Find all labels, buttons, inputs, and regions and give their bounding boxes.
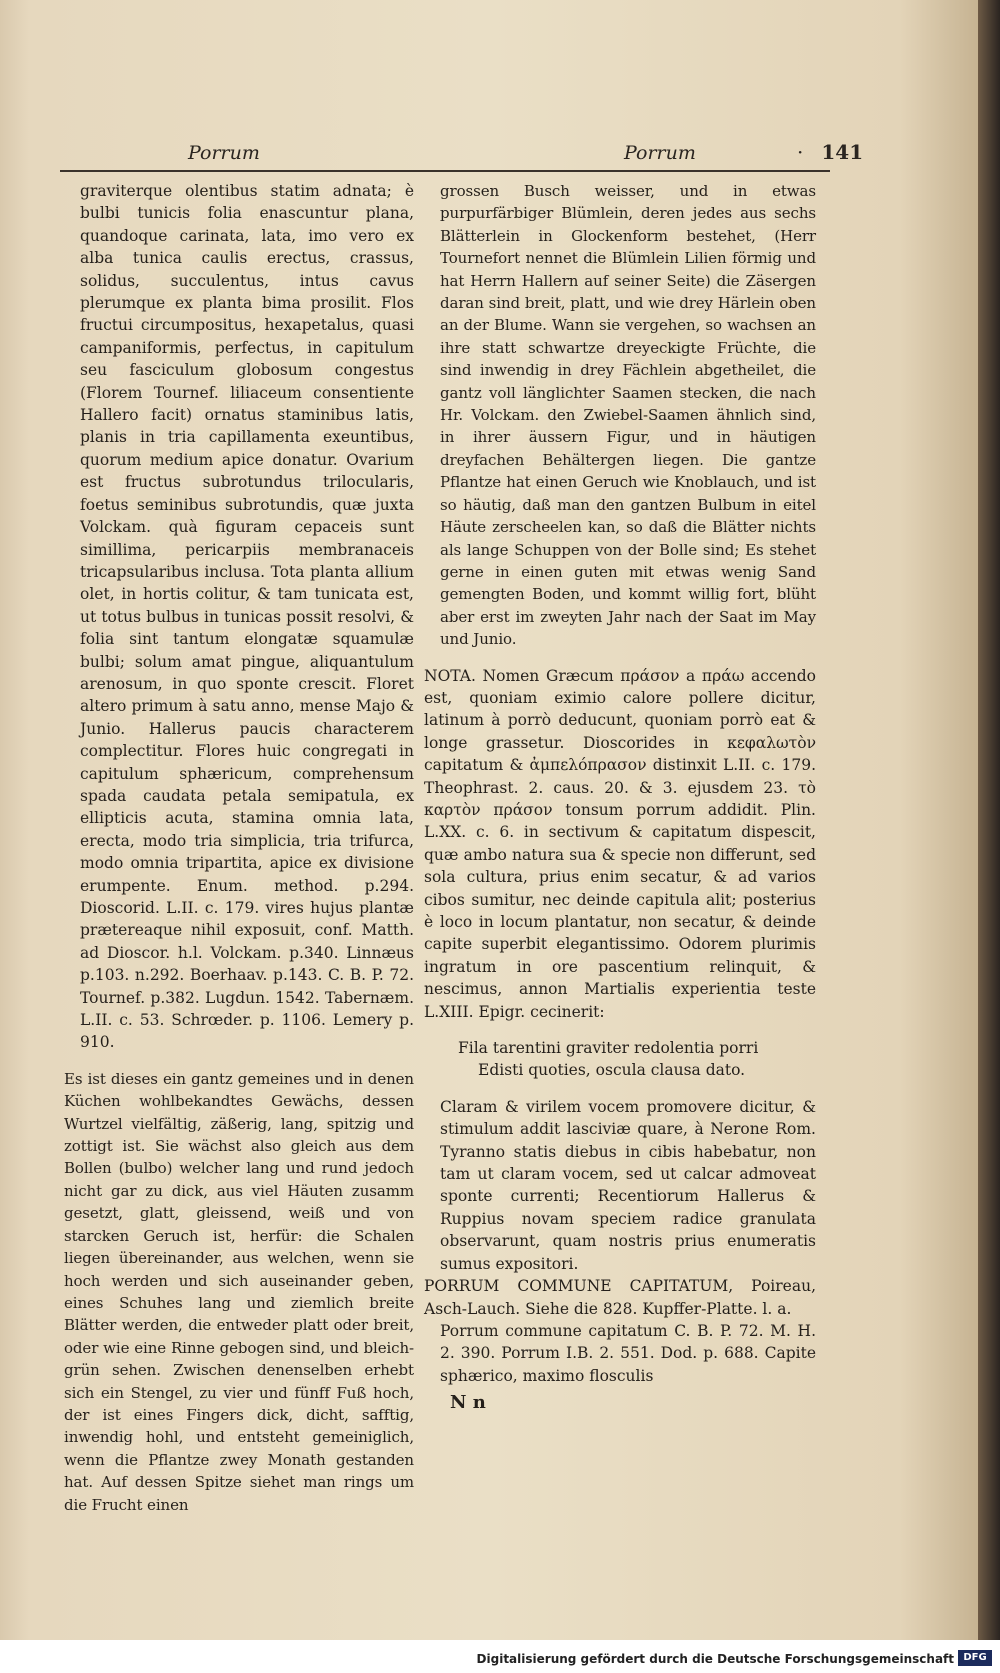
german-initial: Es [64, 1069, 83, 1088]
catchword: N n [450, 1392, 486, 1413]
header-rule [60, 170, 830, 172]
nota-label: NOTA. [424, 666, 476, 685]
running-head-right: Porrum [624, 142, 696, 164]
verse-line-1: Fila tarentini graviter redolentia porri [458, 1039, 759, 1058]
nota-paragraph [424, 665, 816, 1024]
after-verse-paragraph: Claram & virilem vocem promovere dicitur, & stimulum addit lasciviæ quare, à Nerone Rom. Tyranno statis diebus in cibis habebatur, non tam ut claram vocem, sed ut calcar admoveat sponte currenti; Recentiorum Hallerus & Ruppius novam speciem radice granulata observarunt, quam nostris prius enumeratis sumus expositori. [440, 1097, 816, 1273]
german-text: ist dieses ein gantz gemeines und in denen Küchen wohlbekandtes Gewächs, dessen Wurtzel vielfältig, zäßerig, lang, spitzig und zottigt ist. Sie wächst also gleich aus dem Bollen (bulbo) welcher lang und rund jedoch nicht gar zu dick, aus viel Häuten zusamm gesetzt, glatt, gleissend, weiß und von starcken Geruch ist, herfür: die Schalen liegen übereinander, aus welchen, wenn sie hoch werden und sich auseinander geben, eines Schuhes lang und ziemlich breite Blätter werden, die entweder platt oder breit, oder wie eine Rinne gebogen sind, und bleich-grün sehen. Zwischen denenselben erhebt sich ein Stengel, zu vier und fünff Fuß hoch, der ist eines Fingers dick, dicht, safftig, inwendig hohl, und entsteht gemeiniglich, wenn die Pflantze zwey Monath gestanden hat. Auf dessen Spitze siehet man rings um die Frucht einen [64, 1069, 414, 1514]
entry-text: Porrum commune capitatum C. B. P. 72. M. H. 2. 390. Porrum I.B. 2. 551. Dod. p. 688. Capite sphærico, maximo flosculis [440, 1321, 816, 1385]
german-continuation: grossen Busch weisser, und in etwas purpurfärbiger Blümlein, deren jedes aus sechs Blätterlein in Glockenform bestehet, (Herr Tournefort nennet die Blümlein Lilien förmig und hat Herrn Hallern auf seiner Seite) die Zäsergen daran sind breit, platt, und wie drey Härlein oben an der Blume. Wann sie vergehen, so wachsen an ihre statt schwartze dreyeckigte Früchte, die sind inwendig in drey Fächlein abgetheilet, die gantz voll länglichter Saamen stecken, die nach Hr. Volckam. den Zwiebel-Saamen ähnlich sind, in ihrer äussern Figur, und in häutigen dreyfachen Behältergen liegen. Die gantze Pflantze hat einen Geruch wie Knoblauch, und ist so häutig, daß man den gantzen Bulbum in eitel Häute zerscheelen kan, so daß die Blätter nichts als lange Schuppen von der Bolle sind; Es stehet gerne in einen guten mit etwas wenig Sand gemengten Boden, und kommt willig fort, blüht aber erst im zweyten Jahr nach der Saat im May und Junio. [440, 182, 816, 649]
latin-description: graviterque olentibus statim adnata; è bulbi tunicis folia enascuntur plana, quandoque carinata, lata, imo vero ex alba tunica caulis erectus, crassus, solidus, succulentus, intus cavus plerumque ex planta bima prosilit. Flos fructui circumpositus, hexapetalus, quasi campaniformis, perfectus, in capitulum seu fasciculum globosum congestus (Florem Tournef. liliaceum consentiente Hallero facit) ornatus staminibus latis, planis in tria capillamenta exeuntibus, quorum medium apice donatur. Ovarium est fructus subrotundus trilocularis, foetus seminibus subrotundis, quæ juxta Volckam. quà figuram cepaceis sunt simillima, pericarpiis membranaceis tricapsularibus inclusa. Tota planta allium olet, in hortis colitur, & tam tunicata est, ut totus bulbus in tunicas possit resolvi, & folia sint tantum elongatæ squamulæ bulbi; solum amat pingue, aliquantulum arenosum, in quo sponte crescit. Floret altero primum à satu anno, mense Majo & Junio. Hallerus paucis characterem complectitur. Flores huic congregati in capitulum sphæricum, comprehensum spada caudata petala semipatula, ex ellipticis acuta, stamina omnia lata, erecta, modo tria simplicia, tria trifurca, modo omnia tripartita, apice ex divisione erumpente. Enum. method. p.294. Dioscorid. L.II. c. 179. vires hujus plantæ prætereaque nihil exposuit, conf. Matth. ad Dioscor. h.l. Volckam. p.340. Linnæus p.103. n.292. Boerhaav. p.143. C. B. P. 72. Tournef. p.382. Lugdun. 1542. Tabernæm. L.II. c. 53. Schrœder. p. 1106. Lemery p. 910. [80, 182, 414, 1052]
german-description [64, 1068, 414, 1516]
footer-credit: Digitalisierung gefördert durch die Deutsche Forschungsgemeinschaft [476, 1652, 954, 1666]
entry-heading: PORRUM COMMUNE CAPITATUM, Poireau, Asch-Lauch. Siehe die 828. Kupffer-Platte. l. a. [424, 1277, 816, 1318]
header-dot: · [797, 140, 804, 164]
page-edge-shadow [978, 0, 1000, 1640]
nota-text: Nomen Græcum πράσον a πράω accendo est, quoniam eximio calore pollere dicitur, latinum à porrò deducunt, quoniam porrò eat & longe grassetur. Dioscorides in κεφαλωτὸν capitatum & ἀμπελόπρασον distinxit L.II. c. 179. Theophrast. 2. caus. 20. & 3. ejusdem 23. τὸ καρτὸν πράσον tonsum porrum addidit. Plin. L.XX. c. 6. in sectivum & capitatum dispescit, quæ ambo natura sua & specie non differunt, sed sola cultura, prius enim secatur, & ad varios cibos sumitur, nec deinde capitula alit; posterius è loco in locum plantatur, non secatur, & deinde capite superbit elegantissimo. Odorem plurimis ingratum in ore pascentium relinquit, & nescimus, annon Martialis experientia teste L.XIII. Epigr. cecinerit: [424, 666, 816, 1021]
left-column [64, 180, 414, 1516]
right-column [424, 180, 816, 1387]
page-number-value: 141 [821, 140, 864, 164]
dfg-logo: DFG [958, 1650, 992, 1666]
running-head-left: Porrum [188, 142, 260, 164]
verse-line-2: Edisti quoties, oscula clausa dato. [478, 1061, 746, 1080]
page-number [797, 140, 863, 164]
